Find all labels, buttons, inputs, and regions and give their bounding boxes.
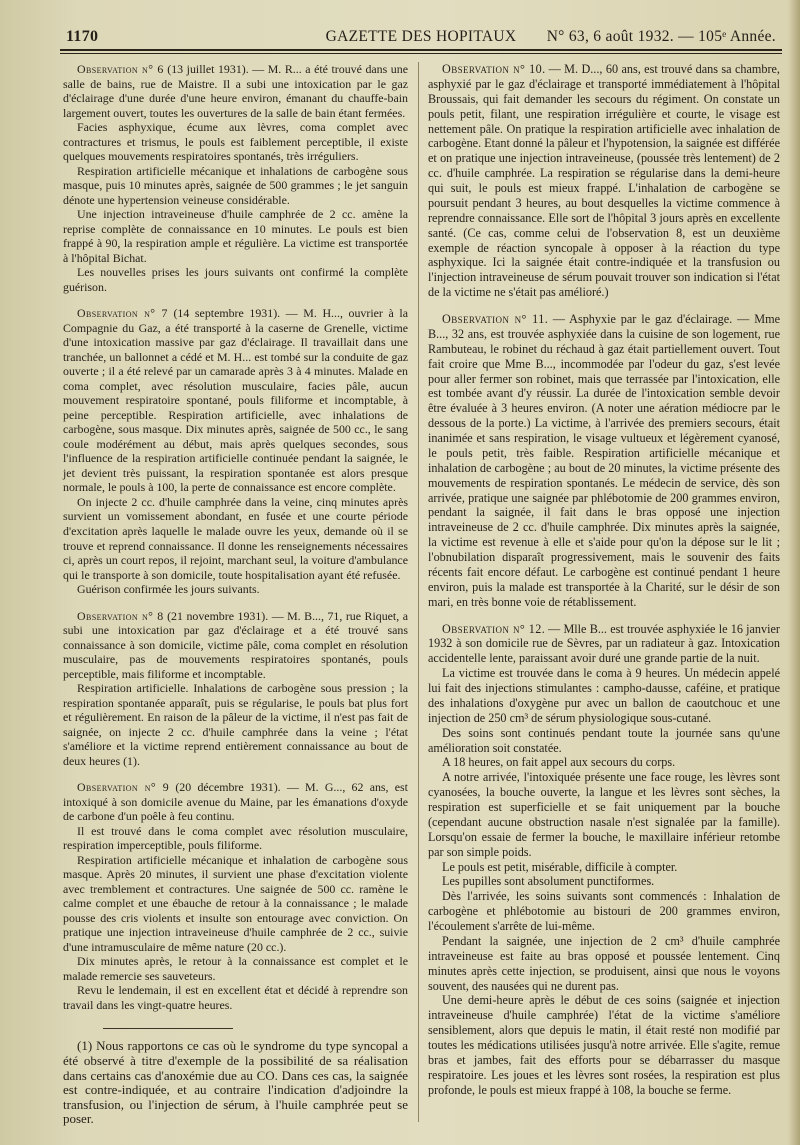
observation-lead-text: (14 septembre 1931). — M. H..., ouvrier à la Compagnie du Gaz, a été transporté à la caserne de Grenelle, victime d'une intoxication massive par gaz d'éclairage. Il travaillait dans une tranchée, un ballonnet a cédé et M. H... est tombé sur la conduite de gaz ouverte ; il a été relevé par un camarade après 3 à 4 minutes. Malade en coma complet, avec résolution musculaire, facies pâle, aucun mouvement respiratoire spontané, pouls filiforme et incomptable, à peine perceptible. Respiration artificielle, avec inhalations de carbogène, sous masque. Dix minutes après, saignée de 500 cc., le sang coule modérément au début, mais après quelques secondes, sous l'influence de la respiration artificielle continuée pendant la saignée, le jet devient très puissant, la respiration spontanée est alors presque normale, le pouls à 100, la perte de connaissance est encore complète. — [63, 306, 408, 495]
journal-title: GAZETTE DES HOPITAUX — [325, 28, 517, 45]
observation-paragraph: Pendant la saignée, une injection de 2 cm³ d'huile camphrée intraveineuse est faite au bras opposé et poussée lentement. Cinq minutes après cette injection, se produisent, ainsi que nous le voyons souvent, des nausées qui ne durent pas. — [428, 933, 780, 993]
observation-lead-text: . — M. D..., 60 ans, est trouvé dans sa chambre, asphyxié par le gaz d'éclairage et transporté immédiatement à l'hôpital Broussais, qui fait demander les secours du régiment. On constate un pouls petit, filant, une respiration irrégulière et courte, le visage est nettement pâle. On pratique la respiration artificielle avec inhalation de carbogène. Etant donné la pâleur et l'hypotension, la saignée est différée et on pratique une injection intraveineuse, (poussée très lentement) de 2 cc. d'huile camphrée. La respiration se régularise dans la demi-heure qui suit, le pouls est mieux frappé. L'inhalation de carbogène se poursuit pendant 3 heures, au bout desquelles la victime commence à reprendre connaissance. Elle sort de l'hôpital 3 jours après en excellente santé. (Ce cas, comme celui de l'observation 8, est un deuxième exemple de réaction syncopale à opposer à la réaction du type asphyxique. Ici la saignée était contre-indiquée et la transfusion ou l'injection intraveineuse de sérum pouvait trouver son indication si l'état de la victime ne s'était pas amélioré.) — [428, 62, 780, 300]
right-column — [428, 62, 780, 1110]
observation-paragraph: Des soins sont continués pendant toute la journée sans qu'une amélioration soit constatée. — [428, 725, 780, 755]
observation-paragraph: On injecte 2 cc. d'huile camphrée dans la veine, cinq minutes après survient un vomissement abondant, en fusée et une courte période d'excitation après laquelle le malade ouvre les yeux, demande où il se trouve et reprend connaissance. Il donne les renseignements nécessaires ci, après un court repos, il rejoint, marchant seul, la voiture d'ambulance qui le transporte à son domicile, toute hospitalisation ayant été refusée. — [63, 494, 408, 582]
observation-lead — [63, 780, 408, 824]
observation-paragraph: Respiration artificielle mécanique et inhalation de carbogène sous masque. Après 20 minutes, il survient une phase d'excitation violente avec tremblement et contractures. Une saignée de 500 cc. ramène le calme complet et une ébauche de retour à la connaissance ; le malade pousse des cris violents et insulte son entourage avec conviction. On pratique une injection intraveineuse d'huile camphrée de 2 cc., suivie d'une intramusculaire de même nature (20 cc.). — [63, 852, 408, 954]
observation-paragraph: A 18 heures, on fait appel aux secours du corps. — [442, 755, 676, 770]
observation-paragraph: Une injection intraveineuse d'huile camphrée de 2 cc. amène la reprise complète de connaissance en 10 minutes. Le pouls est bien frappé à 90, la respiration ample et régulière. La victime est transportée à l'hôpital Bichat. — [63, 207, 408, 265]
issue-info: N° 63, 6 août 1932. — 105ᵉ Année. — [546, 28, 776, 45]
observation-block — [428, 62, 780, 300]
observation-paragraph: Dix minutes après, le retour à la connaissance est complet et le malade remercie ses sauveteurs. — [63, 954, 408, 983]
observation-heading: Observation n° 9 — [77, 780, 170, 795]
observation-lead — [428, 62, 780, 300]
observation-lead — [63, 62, 408, 120]
column-divider — [418, 62, 419, 1122]
observation-heading: Observation n° 7 — [77, 306, 168, 321]
observation-block — [63, 609, 408, 769]
observation-paragraph: Facies asphyxique, écume aux lèvres, coma complet avec contractures et trismus, le pouls est faiblement perceptible, il existe quelques mouvements respiratoires spontanés, très irréguliers. — [63, 120, 408, 164]
observation-lead — [63, 306, 408, 495]
observation-heading: Observation n° 10 — [442, 62, 543, 76]
left-column — [63, 62, 408, 1127]
observation-paragraph: Il est trouvé dans le coma complet avec résolution musculaire, respiration imperceptible, pouls filiforme. — [63, 823, 408, 853]
observation-block — [63, 306, 408, 596]
observation-lead-text: (13 juillet 1931). — M. R... a été trouvé dans une salle de bains, rue de Maistre. Il a subi une intoxication par le gaz d'éclairage d'une durée d'une heure environ, émanant du chauffe-bain largement ouvert, toutes les ouvertures de la salle de bain étant fermées. — [63, 62, 408, 120]
observation-block — [428, 622, 780, 1098]
observation-lead — [428, 312, 780, 610]
observation-paragraph: Guérison confirmée les jours suivants. — [77, 582, 260, 597]
observation-block — [63, 62, 408, 294]
observation-paragraph: Une demi-heure après le début de ces soins (saignée et injection intraveineuse d'huile camphrée) l'état de la victime s'améliore sensiblement, alors que depuis le matin, il était resté non modifié par toutes les médications utilisées jusqu'à notre arrivée. Elle s'agite, remue bras et jambes, fait des efforts pour se débarrasser du masque respiratoire. Les joues et les lèvres sont rosées, la respiration est plus profonde, le pouls est mieux frappé à 108, la bouche se ferme. — [428, 993, 780, 1097]
observation-lead-text: (21 novembre 1931). — M. B..., 71, rue Riquet, a subi une intoxication par gaz d'éclairage et a été trouvé sans connaissance à son domicile, victime pâle, coma complet en résolution musculaire, pas de mouvements respiratoires spontanés, pouls perceptible, mais filiforme et incomptable. — [63, 608, 408, 681]
observation-heading: Observation n° 6 — [77, 62, 164, 76]
page-number: 1170 — [66, 28, 99, 45]
header-rule — [60, 49, 782, 51]
page-edge-shadow — [788, 0, 800, 1145]
observation-paragraph: Revu le lendemain, il est en excellent état et décidé à reprendre son travail dans les vingt-quatre heures. — [63, 983, 408, 1012]
observation-heading: Observation n° 11 — [442, 312, 545, 326]
observation-lead-text: . — Mlle B... est trouvée asphyxiée le 16 janvier 1932 à son domicile rue de Sèvres, par un radiateur à gaz. Intoxication accidentelle lente, paraissant avoir duré une grande partie de la nuit. — [428, 621, 780, 666]
observation-paragraph: Le pouls est petit, misérable, difficile à compter. — [442, 859, 678, 874]
observation-paragraph: La victime est trouvée dans le coma à 9 heures. Un médecin appelé lui fait des injections stimulantes : campho-dausse, caféine, et pratique des inhalations d'oxygène pur avec un ballon de caoutchouc et une injection de 250 cm³ de sérum physiologique sous-cutané. — [428, 666, 780, 725]
footnote — [63, 1039, 408, 1126]
observation-lead — [63, 609, 408, 682]
running-header — [60, 26, 782, 50]
observation-paragraph: Les nouvelles prises les jours suivants ont confirmé la complète guérison. — [63, 265, 408, 294]
observation-block — [428, 312, 780, 610]
observation-paragraph: A notre arrivée, l'intoxiquée présente une face rouge, les lèvres sont cyanosées, la bouche ouverte, la langue et les lèvres sont sèches, la respiration est superficielle et se fait uniquement par la bouche (cependant aucune obstruction nasale n'est signalée par la famille). Lorsqu'on essaie de fermer la bouche, le maxillaire inférieur retombe par son simple poids. — [428, 770, 780, 859]
observation-paragraph: Les pupilles sont absolument punctiformes. — [442, 874, 655, 889]
header-rule-thin — [60, 53, 782, 54]
observation-lead — [428, 622, 780, 667]
observation-heading: Observation n° 12 — [442, 621, 542, 636]
observation-heading: Observation n° 8 — [77, 608, 164, 623]
observation-lead-text: (20 décembre 1931). — M. G..., 62 ans, est intoxiqué à son domicile avenue du Maine, par les émanations d'oxyde de carbone d'un poêle à feu continu. — [63, 780, 408, 824]
observation-paragraph: Respiration artificielle. Inhalations de carbogène sous pression ; la respiration spontanée apparaît, puis se régularise, le pouls bat plus fort et régulièrement. En raison de la pâleur de la victime, il n'est pas fait de saignée, on injecte 2 cc. d'huile camphrée dans la veine ; l'état s'améliore et la victime reprend entièrement connaissance au bout de deux heures (1). — [63, 681, 408, 768]
observation-paragraph: Respiration artificielle mécanique et inhalations de carbogène sous masque, puis 10 minutes après, saignée de 500 grammes ; le jet sanguin dénote une hypertension veineuse considérable. — [63, 163, 408, 207]
observation-block — [63, 780, 408, 1012]
observation-lead-text: . — Asphyxie par le gaz d'éclairage. — Mme B..., 32 ans, est trouvée asphyxiée dans la cuisine de son logement, rue Rambuteau, le robinet du réchaud à gaz était partiellement ouvert. Tout fait croire que Mme B..., incommodée par l'odeur du gaz, s'est levée pour aller fermer son robinet, mais que terrassée par l'intoxication, elle est tombée avant d'y réussir. La durée de l'intoxication semble devoir être évaluée à 3 heures environ. (A noter une aération médiocre par le dessous de la porte.) La victime, à l'arrivée des premiers secours, était inanimée et sans respiration, le visage vultueux et légèrement cyanosé, le pouls petit, très faible. Respiration artificielle mécanique et inhalation de carbogène ; au bout de 20 minutes, la victime présente des mouvements de respiration spontanés. Le médecin de service, dès son arrivée, pratique une saignée par phlébotomie de 200 grammes environ, pendant la saignée, il fait dans le bras opposé une injection intraveineuse de 2 cc. d'huile camphrée. Dix minutes après la saignée, la victime est revenue à elle et s'aide pour qu'on la dépose sur le lit ; l'obnubilation disparaît progressivement, mais le souvenir des faits récents fait encore défaut. Le carbogène est continué pendant 1 heure environ, puis la malade est transportée à la Charité, sur le désir de son mari, en très bonne voie de rétablissement. — [428, 312, 780, 609]
footnote-text: (1) Nous rapportons ce cas où le syndrome du type syncopal a été observé à titre d'exemple de la possibilité de sa réalisation dans certains cas d'anoxémie due au CO. Dans ces cas, la saignée est contre-indiquée, et au contraire l'indication d'adjoindre la transfusion, ou l'injection de sérum, à l'huile camphrée peut se poser. — [63, 1038, 408, 1127]
footnote-rule — [103, 1028, 233, 1029]
observation-paragraph: Dès l'arrivée, les soins suivants sont commencés : Inhalation de carbogène et phlébotomie au bistouri de 200 grammes environ, l'écoulement s'arrête de lui-même. — [428, 889, 780, 933]
